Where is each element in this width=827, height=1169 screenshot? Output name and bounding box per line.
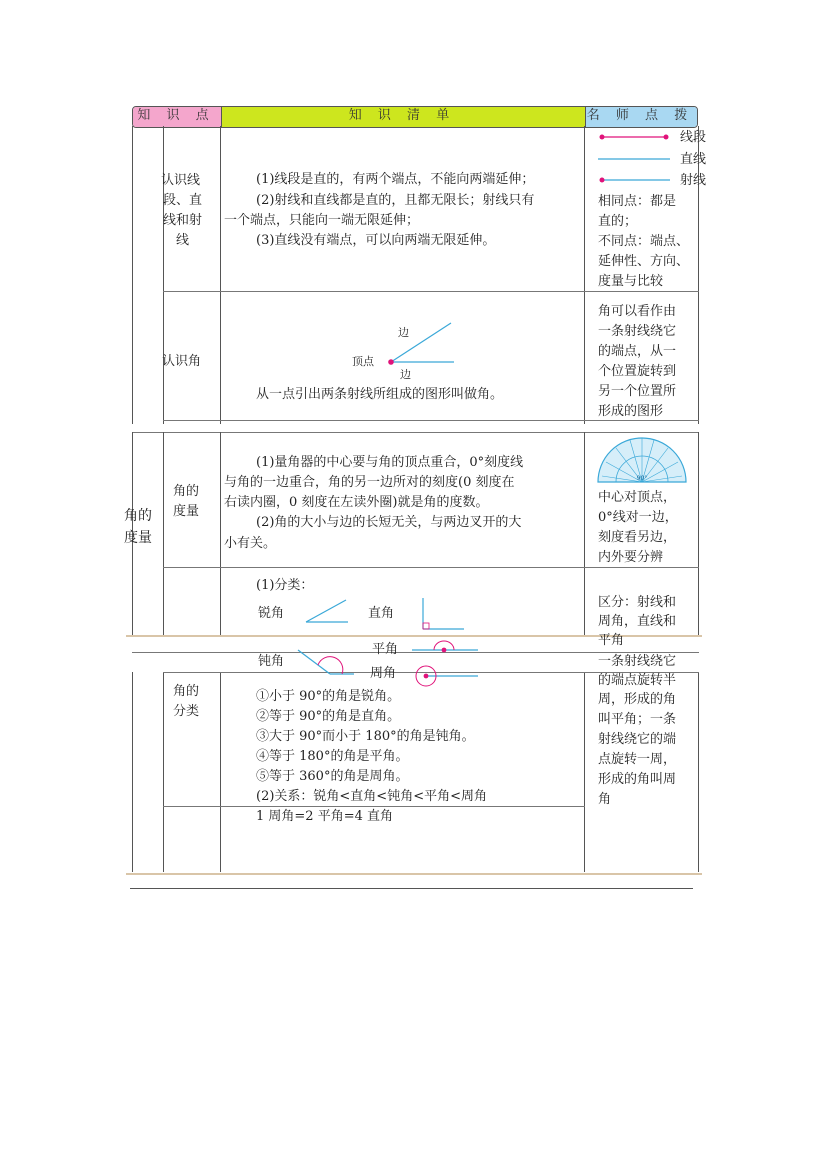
tip-line: 内外要分辨 [598,550,664,565]
grid-line [220,672,221,872]
group-label-1: 度量 [124,530,152,546]
right-angle-figure [420,596,466,632]
tip-line: 0°线对一边， [598,510,678,525]
tip-line: 度量与比较 [598,274,664,289]
tip-line: 角 [598,792,612,807]
topic-angle: 认识角 [162,354,202,369]
tip-line: 刻度看另边， [598,530,677,545]
content-line: (1)量角器的中心要与角的顶点重合，0°刻度线 [256,455,524,470]
tip-line: 周角，直线和 [598,614,677,629]
tip-line: 直的； [598,214,638,229]
topic-line-segment-1: 段、直 [163,193,203,208]
acute-angle-figure [304,598,350,626]
topic-line-segment-2: 线和射 [163,213,203,228]
protractor-label: 90° [636,475,648,482]
grid-line [584,126,585,424]
rule-line: ⑤等于 360°的角是周角。 [256,769,409,784]
topic-line-segment-0: 认识线 [161,173,201,188]
acute-angle-label: 锐角 [258,606,285,621]
angle-definition: 从一点引出两条射线所组成的图形叫做角。 [256,387,504,402]
tip-line: 射线绕它的端 [598,732,677,747]
tip-line: 形成的图形 [598,404,664,419]
protractor-icon [596,436,688,486]
grid-line [698,672,699,872]
header-label-knowledge-list: 知 识 清 单 [348,108,456,123]
header-label-teacher-tips: 名 师 点 拨 [586,108,694,123]
tip-line: 平角 [598,633,625,648]
grid-line [220,126,221,424]
full-angle-label: 周角 [370,666,397,681]
obtuse-angle-label: 钝角 [258,654,285,669]
rule-line: ④等于 180°的角是平角。 [256,749,409,764]
right-angle-label: 直角 [368,606,395,621]
grid-line [163,432,164,637]
grid-line [132,126,133,424]
topic-line-segment-3: 线 [176,233,190,248]
classify-title: (1)分类： [256,578,314,593]
content-line: 右读内圈，0 刻度在左读外圈)就是角的度数。 [224,495,489,510]
tip-line: 延伸性、方向、 [598,254,690,269]
tip-line: 一条射线绕它 [598,654,677,669]
rule-line: (2)关系：锐角<直角<钝角<平角<周角 [256,789,487,804]
obtuse-angle-figure [296,648,356,680]
tip-line: 周，形成的角 [598,692,677,707]
angle-vertex-label: 顶点 [352,355,374,368]
group-label-0: 角的 [124,508,152,524]
tip-line: 角可以看作由 [598,304,677,319]
tip-line: 个位置旋转到 [598,364,677,379]
legend-line-label: 直线 [680,152,707,167]
content-line: 一个端点，只能向一端无限延伸； [224,213,420,228]
tip-line: 不同点：端点、 [598,234,690,249]
grid-line [220,432,221,637]
content-line: (1)线段是直的，有两个端点，不能向两端延伸； [256,172,535,187]
content-line: 与角的一边重合，角的另一边所对的刻度(0 刻度在 [224,475,515,490]
row-divider [132,432,699,433]
tip-line: 相同点：都是 [598,194,677,209]
rule-line: ①小于 90°的角是锐角。 [256,689,401,704]
angle-side-bottom-label: 边 [400,368,411,381]
legend-segment-label: 线段 [680,130,707,145]
legend-ray-label: 射线 [680,173,707,188]
grid-line [132,672,133,872]
topic-angle-classify-1: 分类 [173,704,200,719]
tip-line: 点旋转一周， [598,752,677,767]
header-label-knowledge-point: 知 识 点 [137,108,215,123]
tip-line: 区分：射线和 [598,595,677,610]
tip-line: 中心对顶点， [598,490,677,505]
angle-side-top-label: 边 [398,326,409,339]
topic-angle-classify-0: 角的 [173,684,200,699]
tip-line: 的端点旋转半 [598,673,677,688]
content-line: (3)直线没有端点，可以向两端无限延伸。 [256,233,496,248]
topic-angle-measure-0: 角的 [173,484,200,499]
page-break-band [126,873,702,875]
straight-angle-figure [410,639,480,659]
tip-line: 的端点，从一 [598,344,677,359]
rule-line: ③大于 90°而小于 180°的角是钝角。 [256,729,475,744]
grid-line [584,672,585,872]
straight-angle-label: 平角 [372,642,399,657]
content-line: (2)射线和直线都是直的，且都无限长；射线只有 [256,193,535,208]
rule-line: ②等于 90°的角是直角。 [256,709,401,724]
grid-line [163,672,164,872]
grid-line [698,432,699,637]
tip-line: 形成的角叫周 [598,772,677,787]
topic-angle-measure-1: 度量 [173,504,200,519]
bottom-rule [130,888,693,889]
tip-line: 另一个位置所 [598,384,677,399]
line-types-legend-figure [590,128,690,188]
content-line: (2)角的大小与边的长短无关，与两边叉开的大 [256,515,522,530]
full-angle-figure [408,664,480,688]
tip-line: 一条射线绕它 [598,324,677,339]
grid-line [584,432,585,637]
angle-diagram [386,320,458,368]
rule-line: 1 周角=2 平角=4 直角 [256,809,393,824]
content-line: 小有关。 [224,536,277,551]
tip-line: 叫平角；一条 [598,712,677,727]
